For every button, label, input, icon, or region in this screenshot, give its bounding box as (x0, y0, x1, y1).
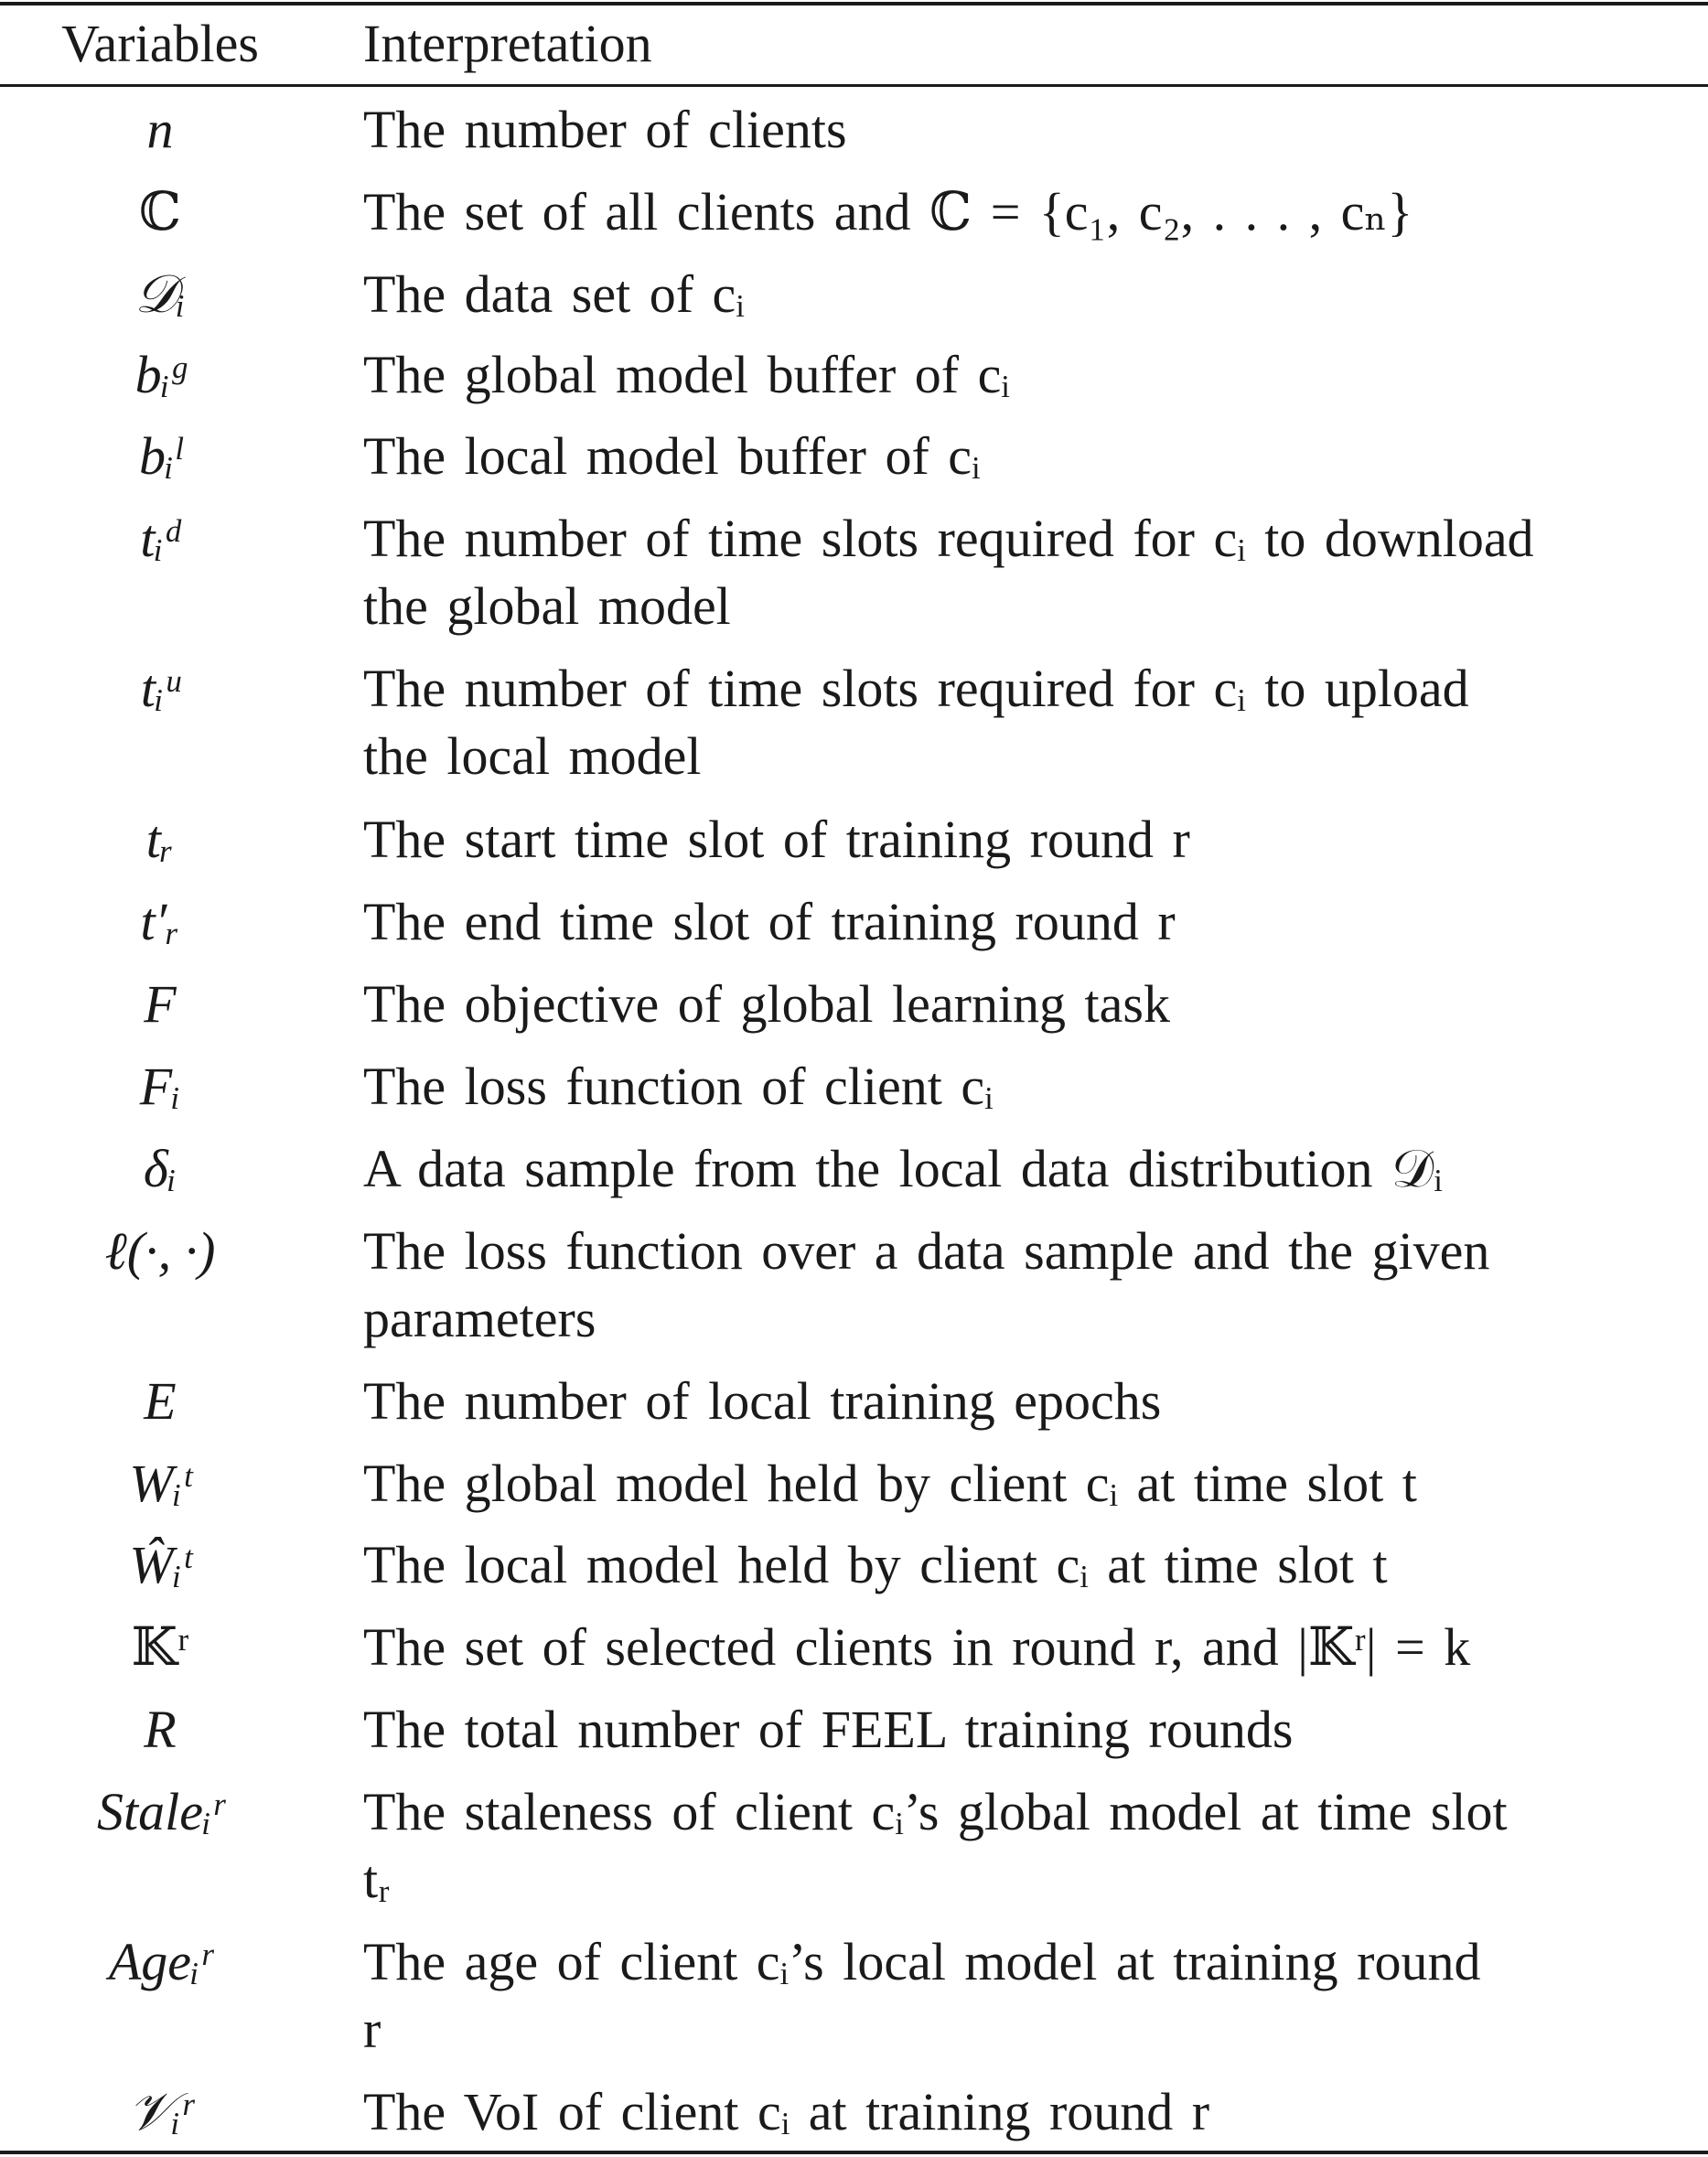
variable-cell: Ageᵢʳ (108, 1932, 212, 1991)
variable-cell: t′ᵣ (140, 892, 180, 951)
variable-cell: Wᵢᵗ (129, 1454, 191, 1513)
interpretation-cell: The set of all clients and ℂ = {c₁, c₂, . . . , cₙ} (363, 182, 1413, 241)
interpretation-cell: The staleness of client cᵢ’s global model at time slot tᵣ (363, 1782, 1508, 1909)
interpretation-cell: The start time slot of training round r (363, 810, 1190, 869)
variable-cell: tᵢᵈ (140, 509, 180, 568)
interpretation-cell: The loss function over a data sample and the given parameters (363, 1221, 1490, 1348)
variable-cell: δᵢ (143, 1139, 177, 1198)
variable-cell: Ŵᵢᵗ (129, 1535, 191, 1594)
interpretation-cell: The number of local training epochs (363, 1371, 1162, 1431)
interpretation-cell: The end time slot of training round r (363, 892, 1176, 951)
interpretation-cell: The objective of global learning task (363, 974, 1170, 1034)
variable-cell: ℓ(·, ·) (104, 1221, 216, 1281)
table-header-rule (0, 84, 1708, 87)
header-variables: Variables (61, 14, 259, 73)
variable-cell: 𝒱ᵢʳ (127, 2082, 193, 2141)
variable-cell: 𝒟ᵢ (134, 264, 186, 324)
table-top-rule (0, 2, 1708, 5)
variable-cell: bᵢˡ (138, 426, 182, 486)
variable-cell: E (144, 1371, 177, 1431)
interpretation-cell: The set of selected clients in round r, and |𝕂ʳ| = k (363, 1617, 1471, 1677)
variable-cell: R (144, 1700, 177, 1759)
variable-cell: F (144, 974, 177, 1034)
interpretation-cell: The loss function of client cᵢ (363, 1057, 994, 1116)
interpretation-cell: The local model buffer of cᵢ (363, 426, 981, 486)
interpretation-cell: The global model held by client cᵢ at time slot t (363, 1454, 1417, 1513)
variable-cell: 𝕂ʳ (131, 1617, 189, 1677)
variable-cell: tᵢᵘ (140, 659, 180, 718)
interpretation-cell: The VoI of client cᵢ at training round r (363, 2082, 1210, 2141)
table-bottom-rule (0, 2151, 1708, 2154)
interpretation-cell: The data set of cᵢ (363, 264, 745, 324)
variable-cell: Staleᵢʳ (96, 1782, 224, 1841)
variable-cell: ℂ (138, 182, 182, 241)
variable-cell: Fᵢ (139, 1057, 181, 1116)
variable-cell: n (146, 100, 174, 159)
variable-cell: bᵢᵍ (134, 345, 186, 404)
header-interpretation: Interpretation (363, 14, 652, 73)
interpretation-cell: The number of time slots required for cᵢ to upload the local model (363, 659, 1469, 786)
interpretation-cell: A data sample from the local data distribution 𝒟ᵢ (363, 1139, 1443, 1198)
interpretation-cell: The number of time slots required for cᵢ to download the global model (363, 509, 1534, 636)
interpretation-cell: The global model buffer of cᵢ (363, 345, 1010, 404)
interpretation-cell: The total number of FEEL training rounds (363, 1700, 1294, 1759)
variable-cell: tᵣ (145, 810, 175, 869)
interpretation-cell: The age of client cᵢ’s local model at training round r (363, 1932, 1481, 2059)
interpretation-cell: The number of clients (363, 100, 847, 159)
interpretation-cell: The local model held by client cᵢ at time slot t (363, 1535, 1388, 1594)
